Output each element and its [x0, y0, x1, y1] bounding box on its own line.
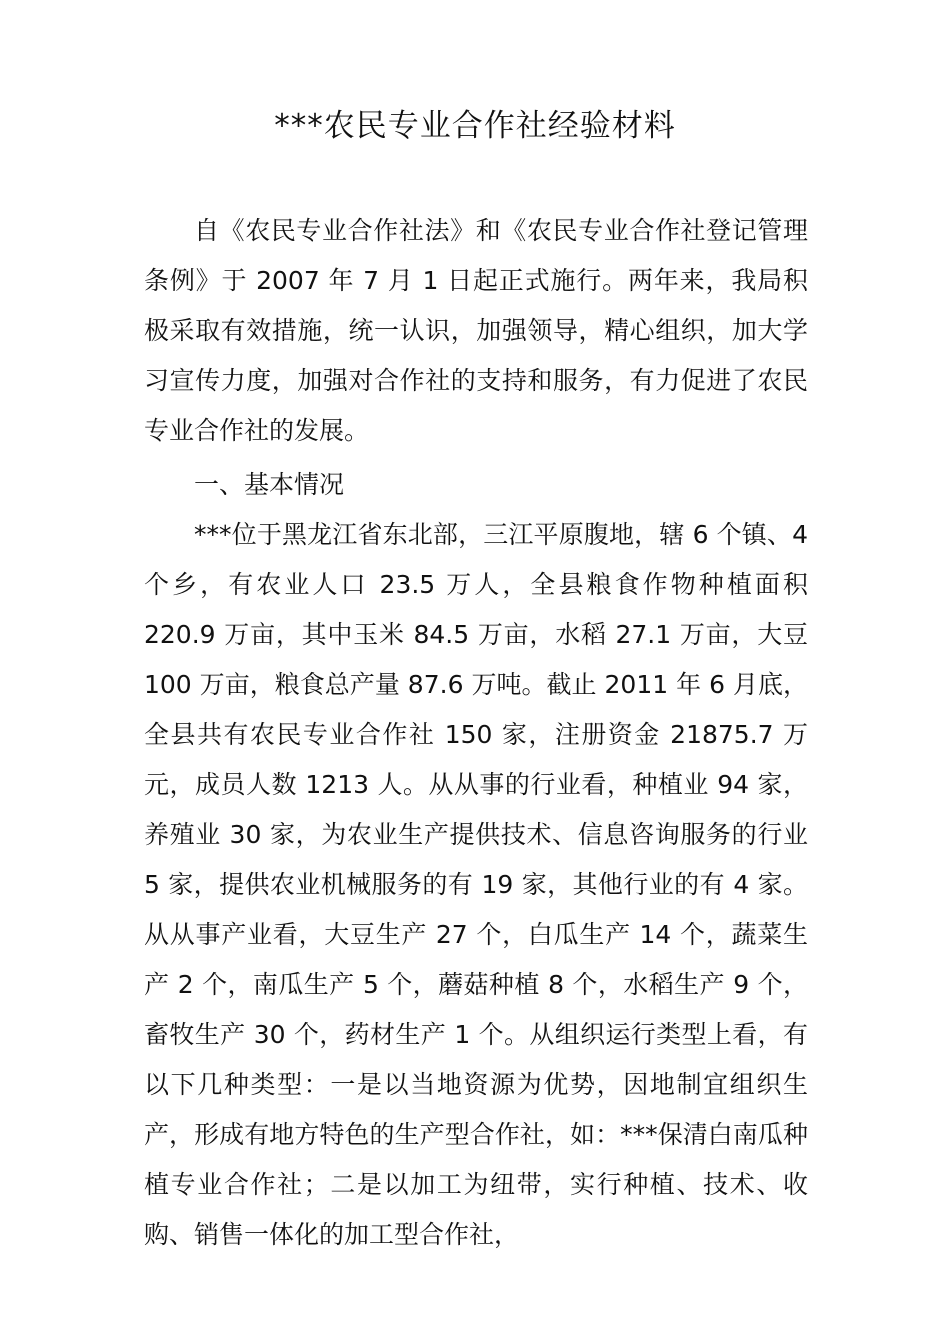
basic-situation-paragraph: ***位于黑龙江省东北部，三江平原腹地，辖 6 个镇、4 个乡，有农业人口 23.5 万人，全县粮食作物种植面积 220.9 万亩，其中玉米 84.5 万亩，水稻 27.1 万亩，大豆 100 万亩，粮食总产量 87.6 万吨。截止 2011 年 6 月底，全县共有农民专业合作社 150 家，注册资金 21875.7 万元，成员人数 1213 人。从从事的行业看，种植业 94 家，养殖业 30 家，为农业生产提供技术、信息咨询服务的行业 5 家，提供农业机械服务的有 19 家，其他行业的有 4 家。从从事产业看，大豆生产 27 个，白瓜生产 14 个，蔬菜生产 2 个，南瓜生产 5 个，蘑菇种植 8 个，水稻生产 9 个，畜牧生产 30 个，药材生产 1 个。从组织运行类型上看，有以下几种类型：一是以当地资源为优势，因地制宜组织生产，形成有地方特色的生产型合作社，如：***保清白南瓜种植专业合作社；二是以加工为纽带，实行种植、技术、收购、销售一体化的加工型合作社，	[144, 520, 808, 1249]
intro-paragraph: 自《农民专业合作社法》和《农民专业合作社登记管理条例》于 2007 年 7 月 1 日起正式施行。两年来，我局积极采取有效措施，统一认识，加强领导，精心组织，加大学习宣传力度，加强对合作社的支持和服务，有力促进了农民专业合作社的发展。	[144, 216, 808, 445]
document-title: ***农民专业合作社经验材料	[274, 108, 676, 144]
section-heading-basic-situation: 一、基本情况	[194, 470, 345, 499]
document-body	[144, 206, 808, 1260]
